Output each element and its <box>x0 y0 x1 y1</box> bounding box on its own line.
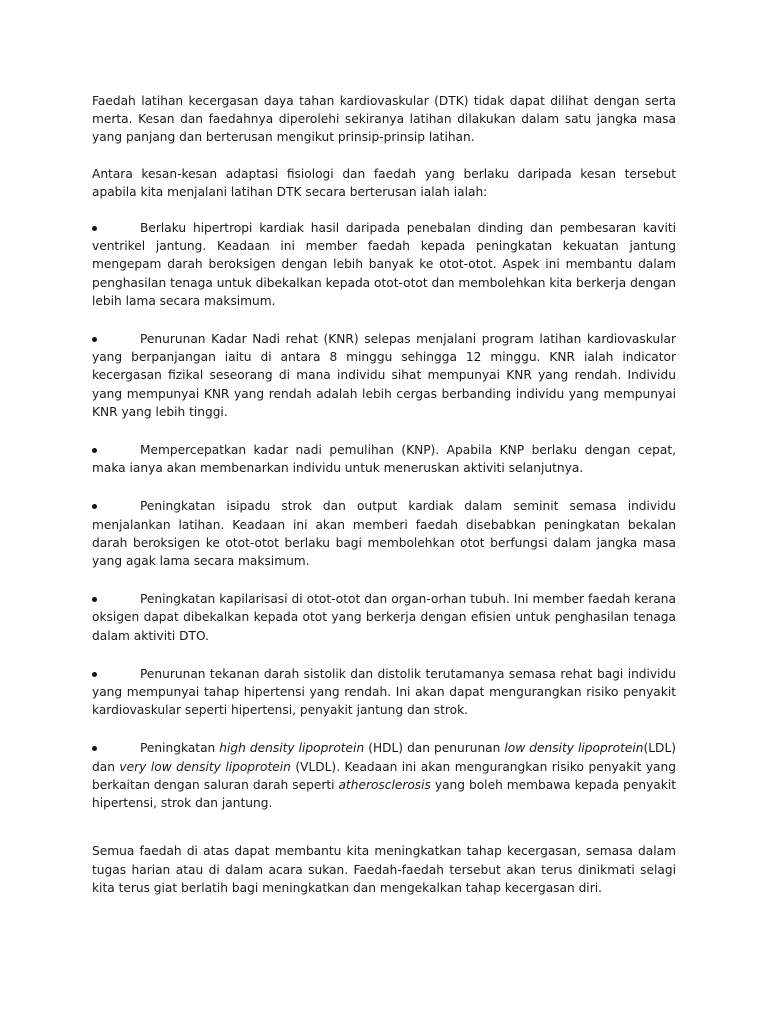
list-item-text: Mempercepatkan kadar nadi pemulihan (KNP). Apabila KNP berlaku dengan cepat, maka ianya akan membenarkan individu untuk meneruskan aktiviti selanjutnya. <box>92 443 676 476</box>
list-item-text: Berlaku hipertropi kardiak hasil daripada penebalan dinding dan pembesaran kaviti ventrikel jantung. Keadaan ini member faedah kepada peningkatan kekuatan jantung mengepam darah beroksigen dengan lebih banyak ke otot-otot. Aspek ini membantu dalam penghasilan tenaga untuk dibekalkan kepada otot-otot dan membolehkan kita berkerja dengan lebih lama secara maksimum. <box>92 221 676 308</box>
text-run: Peningkatan <box>140 741 220 756</box>
intro-paragraph-2: Antara kesan-kesan adaptasi fisiologi dan faedah yang berlaku daripada kesan tersebut apabila kita menjalani latihan DTK secara berterusan ialah ialah: <box>92 166 676 199</box>
list-item <box>92 665 676 720</box>
list-item <box>92 739 676 812</box>
list-item-text: Penurunan Kadar Nadi rehat (KNR) selepas menjalani program latihan kardiovaskular yang berpanjangan iaitu di antara 8 minggu sehingga 12 minggu. KNR ialah indicator kecergasan fizikal seseorang di mana individu sihat mempunyai KNR yang rendah. Individu yang mempunyai KNR yang rendah adalah lebih cergas berbanding individu yang mempunyai KNR yang lebih tinggi. <box>92 332 676 419</box>
conclusion-paragraph: Semua faedah di atas dapat membantu kita meningkatkan tahap kecergasan, semasa dalam tugas harian atau di dalam acara sukan. Faedah-faedah tersebut akan terus dinikmati selagi kita terus giat berlatih bagi meningkatkan dan mengekalkan tahap kecergasan diri. <box>92 844 676 895</box>
text-run: (LDL) dan <box>92 741 676 774</box>
bullet-icon <box>92 672 97 677</box>
italic-term: high density lipoprotein <box>219 741 365 756</box>
list-item <box>92 590 676 645</box>
document-page <box>92 92 676 897</box>
list-item <box>92 330 676 421</box>
list-item <box>92 219 676 310</box>
text-run: yang boleh membawa kepada penyakit hipertensi, strok dan jantung. <box>92 777 676 811</box>
text-run: (HDL) dan penurunan <box>364 741 505 756</box>
list-item-text: Penurunan tekanan darah sistolik dan distolik terutamanya semasa rehat bagi individu yang mempunyai tahap hipertensi yang rendah. Ini akan dapat mengurangkan risiko penyakit kardiovaskular seperti hipertensi, penyakit jantung dan strok. <box>92 666 676 718</box>
list-item-text: Peningkatan kapilarisasi di otot-otot dan organ-orhan tubuh. Ini member faedah kerana oksigen dapat dibekalkan kepada otot yang berkerja dengan efisien untuk penghasilan tenaga dalam aktiviti DTO. <box>92 592 676 643</box>
list-item-text <box>92 739 676 812</box>
italic-term: low density lipoprotein <box>504 741 644 756</box>
intro-paragraph-1: Faedah latihan kecergasan daya tahan kardiovaskular (DTK) tidak dapat dilihat dengan serta merta. Kesan dan faedahnya diperolehi sekiranya latihan dilakukan dalam satu jangka masa yang panjang dan berterusan mengikut prinsip-prinsip latihan. <box>92 94 676 145</box>
bullet-icon <box>92 337 97 342</box>
italic-term: atherosclerosis <box>338 777 431 792</box>
benefits-list <box>92 219 676 812</box>
list-item-text: Peningkatan isipadu strok dan output kardiak dalam seminit semasa individu menjalankan latihan. Keadaan ini akan memberi faedah disebabkan peningkatan bekalan darah beroksigen ke otot-otot berlaku bagi membolehkan otot berfungsi dalam jangka masa yang agak lama secara maksimum. <box>92 499 676 569</box>
bullet-icon <box>92 226 97 231</box>
list-item <box>92 497 676 570</box>
italic-term: very low density lipoprotein <box>119 759 291 774</box>
text-run: (VLDL). Keadaan ini akan mengurangkan risiko penyakit yang berkaitan dengan saluran darah seperti <box>92 759 676 792</box>
list-item <box>92 441 676 477</box>
